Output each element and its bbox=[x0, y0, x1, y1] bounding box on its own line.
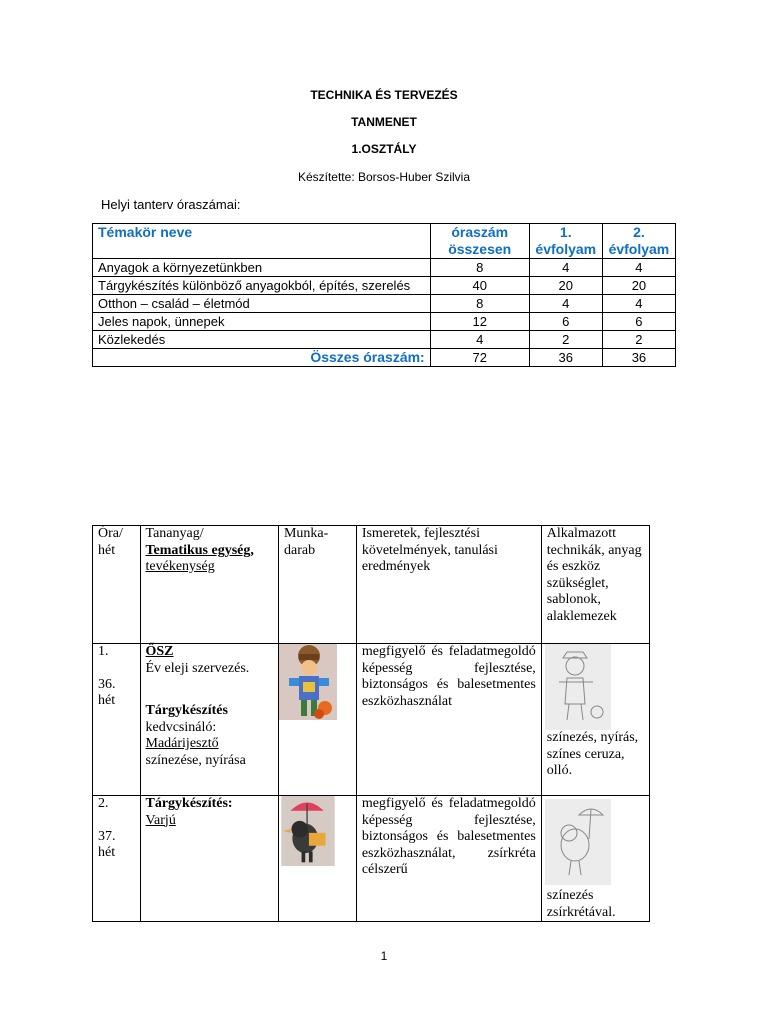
grade-label: 1.OSZTÁLY bbox=[351, 142, 417, 156]
year-2-hours: 20 bbox=[602, 277, 675, 295]
topic-label: Tárgykészítés: bbox=[145, 796, 233, 811]
intro-label: Év eleji szervezés. bbox=[145, 660, 250, 676]
year-2-hours: 2 bbox=[602, 331, 675, 349]
topic-item: Varjú bbox=[145, 812, 176, 828]
year-2-hours: 4 bbox=[602, 295, 675, 313]
document-title: TECHNIKA ÉS TERVEZÉS bbox=[310, 88, 458, 102]
total-hours: 72 bbox=[430, 349, 529, 367]
year-2-hours: 36 bbox=[602, 349, 675, 367]
workpiece-cell bbox=[278, 644, 356, 796]
hours-table bbox=[92, 223, 676, 367]
lesson-number: 1. bbox=[98, 644, 109, 659]
year-1-hours: 4 bbox=[529, 295, 602, 313]
table-row bbox=[93, 295, 676, 313]
topic-sub: kedvcsináló: bbox=[145, 719, 217, 735]
hours-table-header bbox=[93, 224, 676, 259]
crow-image bbox=[279, 796, 337, 866]
header-year-2: 2. évfolyam bbox=[602, 224, 675, 259]
total-row bbox=[93, 349, 676, 367]
curriculum-cell bbox=[140, 644, 278, 796]
year-1-hours: 6 bbox=[529, 313, 602, 331]
lesson-cell bbox=[93, 644, 141, 796]
topic-item: Madárijesztő bbox=[145, 736, 219, 751]
total-hours: 12 bbox=[430, 313, 529, 331]
header-activity: tevékenység bbox=[145, 559, 215, 574]
table-row bbox=[93, 796, 650, 922]
topic-name: Tárgykészítés különböző anyagokból, építés, szerelés bbox=[93, 277, 431, 295]
table-row bbox=[93, 644, 650, 796]
techniques-text: színezés zsírkrétával. bbox=[546, 888, 616, 920]
year-1-hours: 36 bbox=[529, 349, 602, 367]
header-skills: Ismeretek, fejlesztési követelmények, tanulási eredmények bbox=[356, 526, 541, 644]
year-1-hours: 2 bbox=[529, 331, 602, 349]
season-label: ŐSZ bbox=[145, 644, 174, 659]
header-workpiece: Munka- darab bbox=[278, 526, 356, 644]
author-line: Készítette: Borsos-Huber Szilvia bbox=[297, 170, 471, 184]
scarecrow-image bbox=[279, 644, 337, 720]
plan-table-header bbox=[93, 526, 650, 644]
intro-text: Helyi tanterv óraszámai: bbox=[101, 197, 241, 212]
curriculum-cell bbox=[140, 796, 278, 922]
total-hours: 8 bbox=[430, 259, 529, 277]
page-number: 1 bbox=[380, 949, 388, 963]
topic-label: Tárgykészítés bbox=[145, 703, 228, 718]
topic-name: Közlekedés bbox=[93, 331, 431, 349]
header-total-hours: óraszám összesen bbox=[430, 224, 529, 259]
lesson-cell bbox=[93, 796, 141, 922]
header-topic-name: Témakör neve bbox=[93, 224, 431, 259]
document-subtitle: TANMENET bbox=[351, 115, 417, 129]
crow-template-image bbox=[545, 796, 611, 888]
year-2-hours: 6 bbox=[602, 313, 675, 331]
table-row bbox=[93, 331, 676, 349]
year-2-hours: 4 bbox=[602, 259, 675, 277]
table-row bbox=[93, 277, 676, 295]
techniques-cell bbox=[541, 796, 649, 922]
header-curriculum bbox=[140, 526, 278, 644]
skills-cell: megfigyelő és feladatmegoldó képesség fejlesztése, biztonságos és balesetmentes eszközhasználat bbox=[356, 644, 541, 796]
total-hours: 4 bbox=[430, 331, 529, 349]
total-label: Összes óraszám: bbox=[93, 349, 431, 367]
week-number: 37. hét bbox=[98, 828, 116, 860]
skills-cell: megfigyelő és feladatmegoldó képesség fejlesztése, biztonságos és balesetmentes eszközhasználat, zsírkréta célszerű bbox=[356, 796, 541, 922]
lesson-number: 2. bbox=[98, 796, 109, 811]
scarecrow-template-image bbox=[545, 644, 611, 730]
week-number: 36. hét bbox=[98, 676, 116, 708]
year-1-hours: 20 bbox=[529, 277, 602, 295]
table-row bbox=[93, 259, 676, 277]
topic-name: Otthon – család – életmód bbox=[93, 295, 431, 313]
total-hours: 8 bbox=[430, 295, 529, 313]
techniques-text: színezés, nyírás, színes ceruza, olló. bbox=[546, 730, 639, 778]
header-thematic-unit: Tematikus egység, bbox=[145, 542, 254, 558]
total-hours: 40 bbox=[430, 277, 529, 295]
techniques-cell bbox=[541, 644, 649, 796]
header-lesson-week: Óra/ hét bbox=[93, 526, 141, 644]
header-year-1: 1. évfolyam bbox=[529, 224, 602, 259]
table-row bbox=[93, 313, 676, 331]
topic-rest: színezése, nyírása bbox=[145, 752, 246, 768]
topic-name: Anyagok a környezetünkben bbox=[93, 259, 431, 277]
topic-name: Jeles napok, ünnepek bbox=[93, 313, 431, 331]
lesson-plan-table bbox=[92, 525, 650, 922]
header-curriculum-label: Tananyag/ bbox=[145, 526, 204, 541]
workpiece-cell bbox=[278, 796, 356, 922]
year-1-hours: 4 bbox=[529, 259, 602, 277]
header-techniques: Alkalmazott technikák, anyag és eszköz szükséglet, sablonok, alaklemezek bbox=[541, 526, 649, 644]
